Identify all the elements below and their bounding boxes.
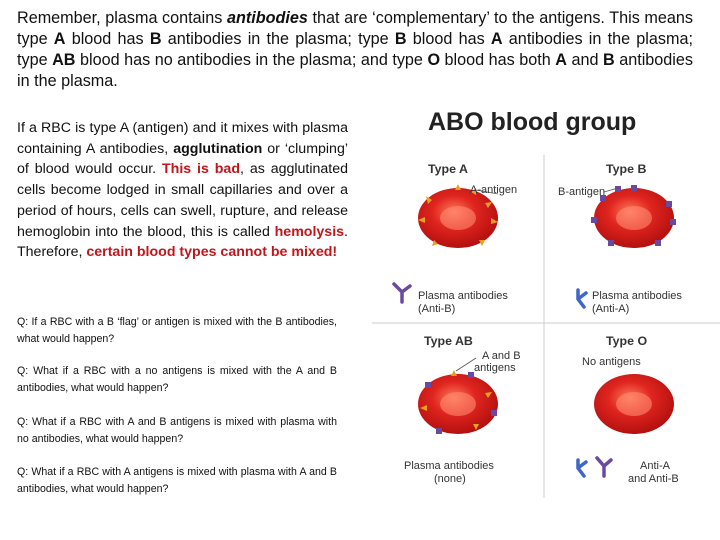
intro-type: O — [427, 51, 441, 69]
agglutination-paragraph — [17, 118, 348, 263]
question-4: Q: What if a RBC with A antigens is mixed with plasma with A and B antibodies, what would happen? — [17, 466, 337, 495]
label-type-a: Type A — [428, 162, 468, 176]
term-agglutination: agglutination — [173, 140, 263, 157]
label-plasma-a-2: (Anti-B) — [418, 303, 456, 315]
intro-part: antibodies in the plasma. — [17, 51, 693, 90]
intro-part: antibodies in the plasma; type — [161, 30, 395, 48]
label-plasma-o-2: and Anti-B — [628, 473, 679, 485]
intro-type: B — [149, 30, 162, 48]
intro-type: AB — [52, 51, 76, 69]
intro-part: Remember, plasma contains — [17, 9, 227, 27]
label-b-antigen: B-antigen — [558, 186, 606, 198]
anti-a-antibody-icon — [578, 290, 586, 307]
label-plasma-b-1: Plasma antibodies — [592, 290, 682, 302]
intro-part: blood has — [65, 30, 150, 48]
intro-type: A — [555, 51, 567, 69]
label-ab-antigens-1: A and B — [482, 350, 521, 362]
question-3: Q: What if a RBC with A and B antigens is mixed with plasma with no antibodies, what would happen? — [17, 416, 337, 445]
anti-a-and-anti-b-antibody-icons — [578, 458, 611, 476]
intro-part: blood has — [406, 30, 491, 48]
intro-part: and — [566, 51, 603, 69]
label-a-antigen: A-antigen — [470, 184, 518, 196]
para-part: If a RBC is type A (antigen) and it mixes with plasma containing A antibodies, — [17, 120, 348, 157]
conclusion-text: certain blood types cannot be mixed! — [86, 244, 338, 261]
intro-antibodies: antibodies — [226, 9, 308, 27]
intro-part: blood has both — [440, 51, 556, 69]
intro-type: A — [53, 30, 66, 48]
label-plasma-o-1: Anti-A — [640, 460, 670, 472]
label-plasma-ab-2: (none) — [434, 473, 466, 485]
cell-type-o — [594, 374, 674, 434]
intro-part: that are ‘complementary’ to the antigens. This means type — [17, 9, 693, 48]
question-2: Q: What if a RBC with a no antigens is mixed with the A and B antibodies, what would happen? — [17, 365, 337, 394]
intro-type: B — [602, 51, 615, 69]
intro-text — [17, 8, 693, 92]
label-no-antigens: No antigens — [582, 356, 641, 368]
intro-part: antibodies in the plasma; type — [17, 30, 693, 69]
label-type-o: Type O — [606, 334, 648, 348]
intro-part: blood has no antibodies in the plasma; and type — [75, 51, 428, 69]
para-part: . Therefore, — [17, 223, 348, 261]
intro-type: A — [490, 30, 503, 48]
term-hemolysis: hemolysis — [274, 223, 345, 240]
label-plasma-ab-1: Plasma antibodies — [404, 460, 494, 472]
label-type-ab: Type AB — [424, 334, 473, 348]
para-part: , as agglutinated cells become lodged in small capillaries and over a period of hours, cells can swell, rupture, and release hemoglobin into the blood, this is called — [17, 161, 349, 240]
question-1: Q: If a RBC with a B ‘flag’ or antigen is mixed with the B antibodies, what would happen? — [17, 316, 337, 345]
warning-text: This is bad — [162, 161, 240, 178]
anti-b-antibody-icon — [394, 284, 410, 302]
figure-title: ABO blood group — [428, 108, 637, 136]
abo-figure — [372, 100, 720, 500]
label-ab-antigens-2: antigens — [474, 362, 516, 374]
intro-type: B — [394, 30, 407, 48]
para-part: or ‘clumping’ of blood would occur. — [17, 140, 348, 178]
label-plasma-a-1: Plasma antibodies — [418, 290, 508, 302]
label-plasma-b-2: (Anti-A) — [592, 303, 630, 315]
label-type-b: Type B — [606, 162, 647, 176]
